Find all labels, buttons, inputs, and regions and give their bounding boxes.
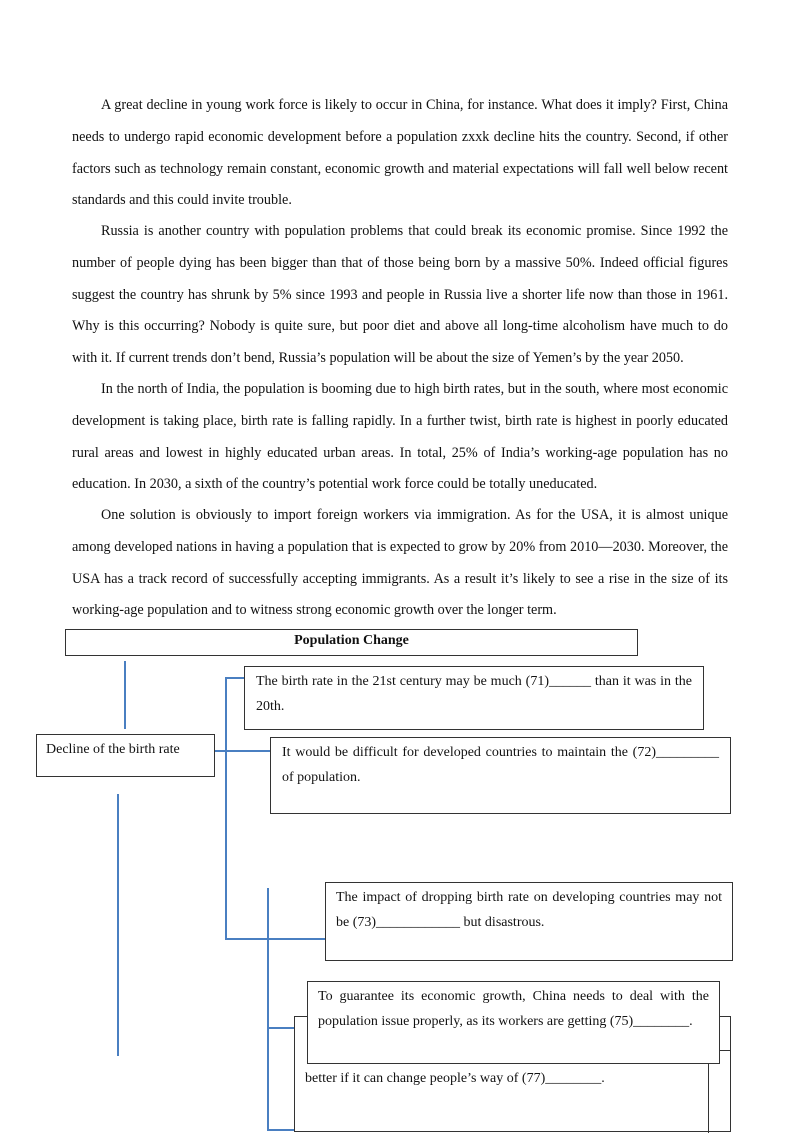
paragraph-usa: One solution is obviously to import foreign workers via immigration. As for the USA, it is almost unique among developed nations in having a population that is expected to grow by 20% from 2010—2030. Moreover, the USA has a track record of successfully accepting immigrants. As a result it’s likely to see a rise in the size of its working-age population and to witness strong economic growth over the longer term.	[72, 507, 728, 619]
box-77-text: better if it can change people’s way of (77)________.	[305, 1071, 605, 1086]
box-75-text: To guarantee its economic growth, China needs to deal with the population issue properly, as its workers are getting (75)________.	[318, 989, 709, 1029]
paragraph-india: In the north of India, the population is booming due to high birth rates, but in the south, where most economic development is taking place, birth rate is falling rapidly. In a further twist, birth rate is highest in poorly educated rural areas and lowest in highly educated urban areas. In total, 25% of India’s working-age population has no education. In 2030, a sixth of the country’s potential work force could be totally uneducated.	[72, 381, 728, 493]
paragraph-russia: Russia is another country with population problems that could break its economic promise. Since 1992 the number of people dying has been bigger than that of those being born by a massive 50%. Indeed official figures suggest the country has shrunk by 5% since 1993 and people in Russia live a shorter life now than those in 1961. Why is this occurring? Nobody is quite sure, but poor diet and above all long-time alcoholism have much to do with it. If current trends don’t bend, Russia’s population will be about the size of Yemen’s by the year 2050.	[72, 223, 728, 367]
connector-line	[124, 661, 126, 729]
paragraph-china: A great decline in young work force is likely to occur in China, for instance. What does it imply? First, China needs to undergo rapid economic development before a population zxxk decline hits the country. Second, if other factors such as technology remain constant, economic growth and material expectations will fall well below recent standards and this could invite trouble.	[72, 97, 728, 209]
box-72	[270, 737, 731, 814]
connector-line	[214, 750, 271, 752]
connector-line	[267, 888, 269, 1130]
connector-line	[267, 1129, 295, 1131]
root-box	[36, 734, 215, 777]
box-71-text: The birth rate in the 21st century may be much (71)______ than it was in the 20th.	[256, 674, 692, 714]
box-75	[307, 981, 720, 1064]
box-73-text: The impact of dropping birth rate on developing countries may not be (73)____________ but disastrous.	[336, 890, 722, 930]
connector-line	[225, 677, 227, 940]
connector-line	[225, 677, 245, 679]
connector-line	[225, 938, 326, 940]
box-71	[244, 666, 704, 730]
diagram-title: Population Change	[65, 629, 638, 656]
root-label: Decline of the birth rate	[46, 742, 180, 757]
box-73	[325, 882, 733, 961]
connector-line	[117, 794, 119, 1056]
box-72-text: It would be difficult for developed countries to maintain the (72)_________ of population.	[282, 745, 719, 785]
